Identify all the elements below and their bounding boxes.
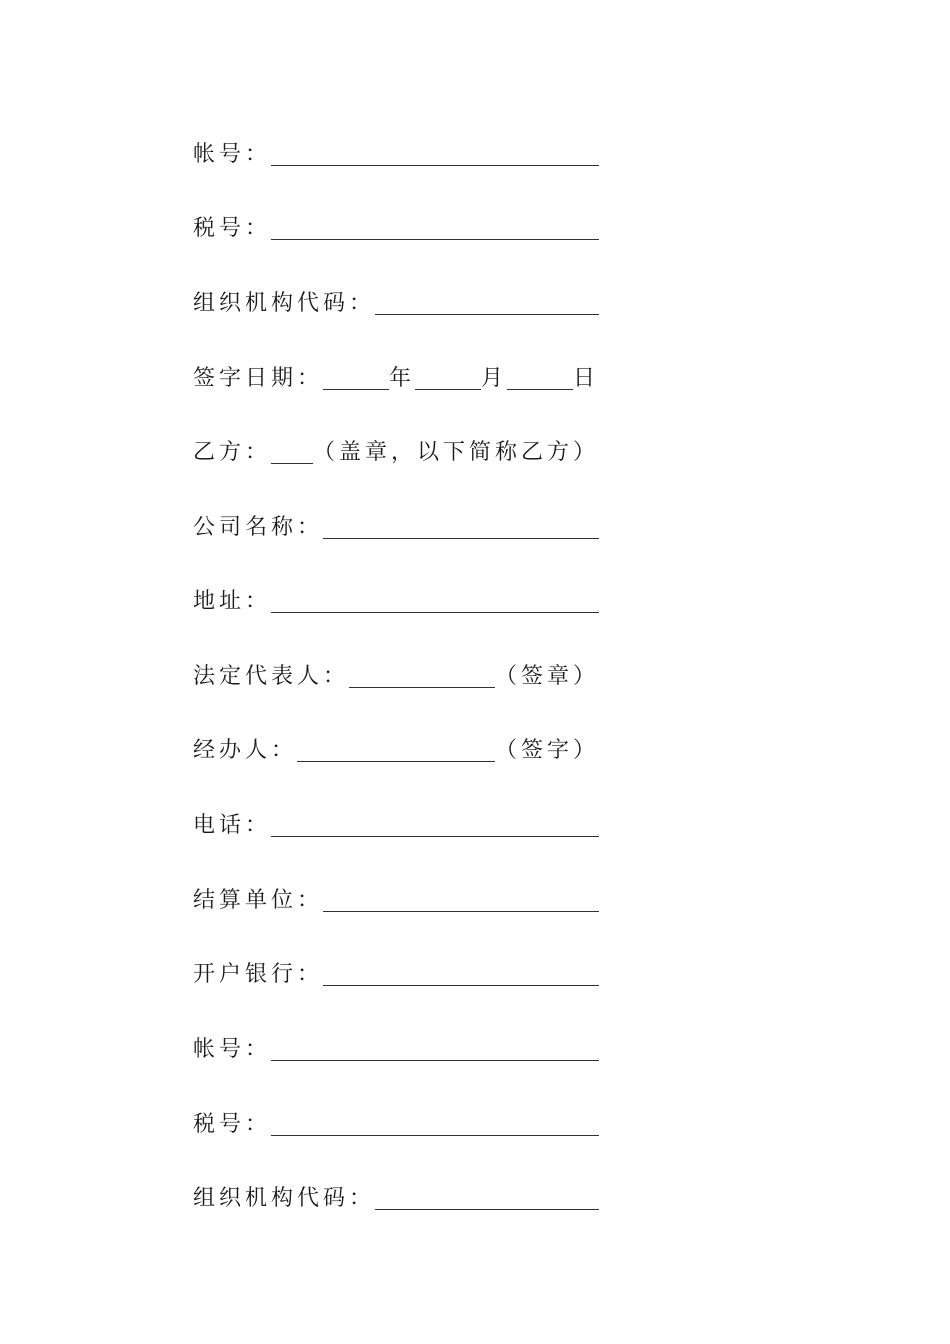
address-blank[interactable]	[271, 588, 599, 613]
org-code-line	[193, 285, 599, 319]
tax-line	[193, 210, 599, 244]
account-label-2: 帐号：	[193, 1037, 272, 1062]
address-line	[193, 583, 599, 617]
bank-label: 开户银行：	[193, 962, 324, 987]
month-label: 月	[481, 366, 508, 391]
day-blank[interactable]	[507, 365, 573, 390]
bank-line	[193, 956, 599, 990]
org-code-blank[interactable]	[375, 290, 599, 315]
day-label: 日	[573, 366, 600, 391]
org-code-label-2: 组织机构代码：	[193, 1186, 376, 1211]
org-code-line-2	[193, 1180, 599, 1214]
company-name-label: 公司名称：	[193, 515, 324, 540]
account-line-2	[193, 1031, 599, 1065]
legal-rep-note: （签章）	[494, 664, 599, 689]
phone-blank[interactable]	[271, 812, 599, 837]
phone-label: 电话：	[193, 813, 272, 838]
settlement-unit-line	[193, 882, 599, 916]
year-label: 年	[389, 366, 416, 391]
tax-blank-2[interactable]	[271, 1111, 599, 1136]
party-b-line	[193, 434, 599, 468]
account-blank[interactable]	[271, 141, 599, 166]
sign-date-label: 签字日期：	[193, 366, 324, 391]
account-line	[193, 136, 599, 170]
company-name-line	[193, 509, 599, 543]
company-name-blank[interactable]	[323, 514, 599, 539]
tax-label: 税号：	[193, 216, 272, 241]
party-b-label: 乙方：	[193, 440, 272, 465]
agent-line	[193, 732, 599, 766]
agent-label: 经办人：	[193, 738, 298, 763]
phone-line	[193, 807, 599, 841]
party-b-note: （盖章，以下简称乙方）	[312, 440, 599, 465]
settlement-unit-label: 结算单位：	[193, 888, 324, 913]
legal-rep-label: 法定代表人：	[193, 664, 350, 689]
org-code-label: 组织机构代码：	[193, 291, 376, 316]
bank-blank[interactable]	[323, 961, 599, 986]
org-code-blank-2[interactable]	[375, 1185, 599, 1210]
legal-rep-blank[interactable]	[349, 663, 495, 688]
legal-rep-line	[193, 658, 599, 692]
party-b-blank[interactable]	[271, 439, 313, 464]
agent-note: （签字）	[494, 738, 599, 763]
month-blank[interactable]	[415, 365, 481, 390]
settlement-unit-blank[interactable]	[323, 887, 599, 912]
tax-label-2: 税号：	[193, 1112, 272, 1137]
account-label: 帐号：	[193, 142, 272, 167]
account-blank-2[interactable]	[271, 1036, 599, 1061]
year-blank[interactable]	[323, 365, 389, 390]
address-label: 地址：	[193, 589, 272, 614]
tax-line-2	[193, 1106, 599, 1140]
agent-blank[interactable]	[297, 737, 495, 762]
sign-date-line	[193, 360, 599, 394]
tax-blank[interactable]	[271, 215, 599, 240]
